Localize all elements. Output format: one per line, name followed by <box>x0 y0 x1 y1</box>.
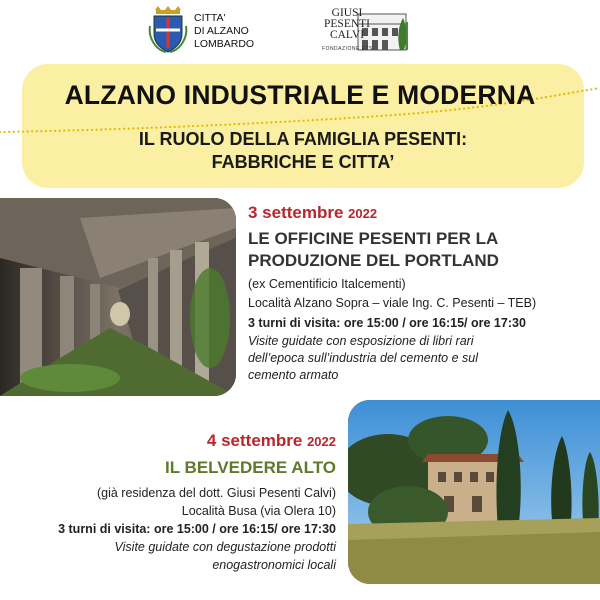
event2-title: IL BELVEDERE ALTO <box>165 458 336 477</box>
event1-date-day: 3 settembre <box>248 203 344 222</box>
event1-line-6: cemento armato <box>248 368 339 382</box>
page-subtitle <box>22 128 584 174</box>
event1-title-line-2: PRODUZIONE DEL PORTLAND <box>248 251 499 270</box>
event1-date-year: 2022 <box>348 206 378 221</box>
event2-line-2: Località Busa (via Olera 10) <box>181 504 336 518</box>
event1-date <box>248 203 377 223</box>
event2-date <box>207 431 336 451</box>
event2-line-5: enogastronomici locali <box>212 558 336 572</box>
foundation-name <box>312 8 382 41</box>
event1-line-2: Località Alzano Sopra – viale Ing. C. Pesenti – TEB) <box>248 296 537 310</box>
foundation-line-2: PESENTI <box>324 18 370 30</box>
comune-name <box>194 12 254 51</box>
event1-schedule: 3 turni di visita: ore 15:00 / ore 16:15/ ore 17:30 <box>248 316 526 330</box>
event2-line-1: (già residenza del dott. Giusi Pesenti Calvi) <box>96 486 336 500</box>
factory-photo <box>0 198 236 396</box>
subtitle-line-1: IL RUOLO DELLA FAMIGLIA PESENTI: <box>138 129 468 149</box>
villa-photo <box>348 400 600 584</box>
event2-line-4: Visite guidate con degustazione prodotti <box>114 540 336 554</box>
event2-schedule: 3 turni di visita: ore 15:00 / ore 16:15/ ore 17:30 <box>58 522 336 536</box>
comune-line-2: DI ALZANO <box>194 25 249 37</box>
subtitle-line-2: FABBRICHE E CITTA’ <box>211 152 395 172</box>
comune-line-3: LOMBARDO <box>194 38 255 50</box>
page-title: ALZANO INDUSTRIALE E MODERNA <box>64 80 536 110</box>
event2-date-year: 2022 <box>307 434 336 449</box>
foundation-line-3: CALVI <box>329 29 365 41</box>
event1-line-4: Visite guidate con esposizione di libri rari <box>248 334 474 348</box>
comune-line-1: CITTA' <box>194 12 226 24</box>
foundation-line-1: GIUSI <box>331 7 363 19</box>
event2-date-day: 4 settembre <box>206 431 303 450</box>
event1-title <box>248 228 499 272</box>
coat-of-arms-icon <box>148 6 188 54</box>
event1-line-5: dell’epoca sull’industria del cemento e sul <box>248 351 478 365</box>
foundation-subtitle: FONDAZIONE ETS <box>322 46 373 52</box>
event1-title-line-1: LE OFFICINE PESENTI PER LA <box>248 229 499 248</box>
event1-line-1: (ex Cementificio Italcementi) <box>248 277 406 291</box>
